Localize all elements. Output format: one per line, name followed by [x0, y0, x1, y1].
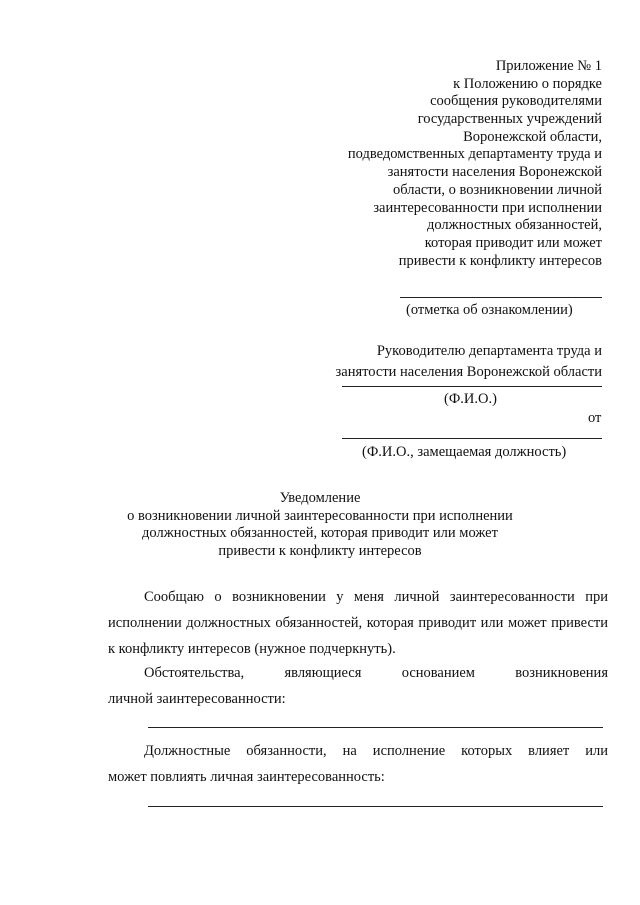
paragraph-2	[108, 660, 608, 712]
appendix-line: области, о возникновении личной	[392, 181, 602, 198]
sender-blank-line	[342, 438, 602, 439]
head-fio-caption: (Ф.И.О.)	[444, 391, 497, 407]
appendix-line: подведомственных департаменту труда и	[347, 146, 602, 163]
p2-word: основанием	[401, 665, 475, 681]
appendix-line: Приложение № 1	[495, 58, 602, 74]
paragraph-3	[108, 738, 608, 790]
p2-word: возникновения	[515, 665, 608, 681]
appendix-line: к Положению о порядке	[453, 75, 602, 92]
appendix-header	[272, 58, 602, 270]
paragraph-2-line-2: личной заинтересованности:	[108, 691, 286, 707]
duties-blank-line	[148, 806, 603, 807]
appendix-line: сообщения руководителями	[430, 93, 602, 110]
from-label: от	[588, 410, 602, 426]
appendix-line: Воронежской области,	[463, 128, 602, 145]
title-line-3: привести к конфликту интересов	[218, 543, 422, 560]
appendix-line: должностных обязанностей,	[426, 217, 602, 234]
appendix-line: занятости населения Воронежской	[387, 164, 602, 181]
addressee-line-2: занятости населения Воронежской области	[335, 363, 602, 380]
title-line-1: о возникновении личной заинтересованности при исполнении	[127, 507, 513, 524]
circumstances-blank-line	[148, 727, 603, 728]
appendix-line: привести к конфликту интересов	[398, 252, 602, 269]
addressee-line-1: Руководителю департамента труда и	[376, 343, 602, 359]
appendix-line: которая приводит или может	[424, 234, 602, 251]
sender-caption: (Ф.И.О., замещаемая должность)	[362, 444, 567, 460]
appendix-line: заинтересованности при исполнении	[373, 199, 602, 216]
head-fio-blank-line	[342, 386, 602, 387]
p2-word: Обстоятельства,	[144, 665, 245, 681]
title-line-2: должностных обязанностей, которая приводит или может	[142, 525, 498, 542]
acknowledgement-caption: (отметка об ознакомлении)	[406, 302, 573, 318]
appendix-line: государственных учреждений	[417, 111, 602, 128]
addressee-block	[262, 343, 602, 381]
paragraph-2-line-1	[108, 660, 608, 686]
title-heading: Уведомление	[279, 490, 361, 506]
notification-title	[0, 490, 640, 561]
paragraph-3-line-2: может повлиять личная заинтересованность:	[108, 769, 385, 785]
p2-word: являющиеся	[284, 665, 362, 681]
paragraph-3-line-1: Должностные обязанности, на исполнение которых влияет или	[144, 743, 608, 759]
paragraph-1-text: Сообщаю о возникновении у меня личной заинтересованности при исполнении должностных обязанностей, которая приводит или может привести к конфликту интересов (нужное подчеркнуть).	[108, 589, 608, 657]
acknowledgement-blank-line	[400, 297, 602, 298]
paragraph-1	[108, 584, 608, 662]
